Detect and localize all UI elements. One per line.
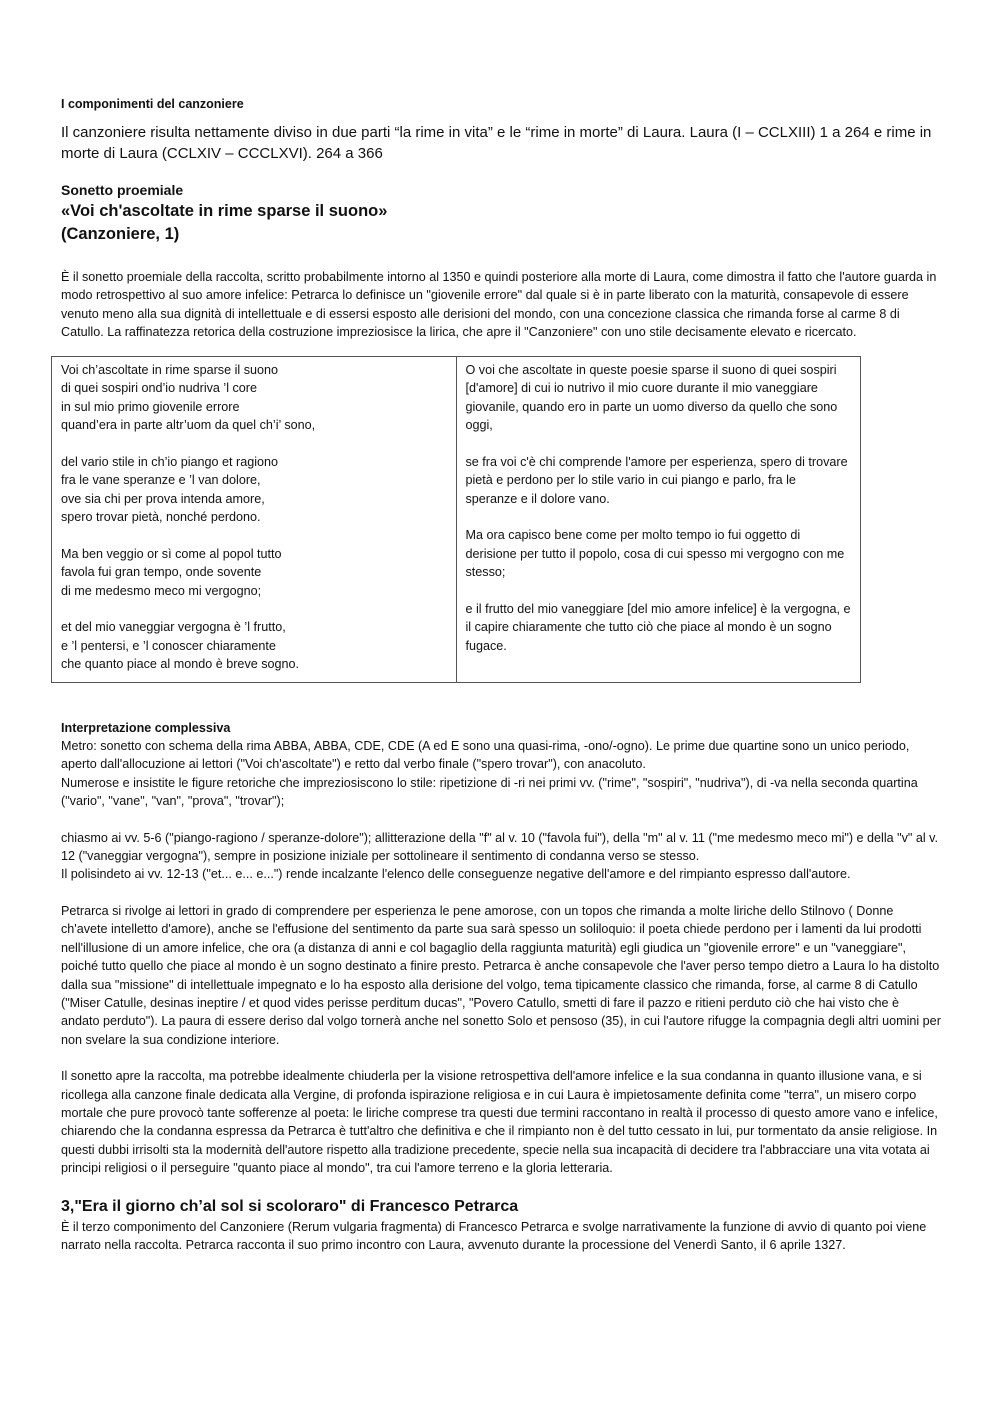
interpretation-heading: Interpretazione complessiva bbox=[61, 720, 231, 735]
verse-line: di me medesmo meco mi vergogno; bbox=[61, 583, 262, 598]
poem-table bbox=[51, 356, 861, 683]
verse-line: in sul mio primo giovenile errore bbox=[61, 399, 240, 414]
intro-paragraph: Il canzoniere risulta nettamente diviso in due parti “la rime in vita” e le “rime in morte” di Laura. Laura (I – CCLXIII) 1 a 264 e rime in morte di Laura (CCLXIV – CCCLXVI). 264 a 366 bbox=[61, 124, 932, 162]
sonnet-label: Sonetto proemiale bbox=[61, 182, 184, 198]
poem-original-column bbox=[52, 356, 457, 682]
stanza bbox=[61, 545, 447, 601]
verse-line: favola fui gran tempo, onde sovente bbox=[61, 565, 262, 580]
interpretation-chiasmo: chiasmo ai vv. 5-6 ("piango-ragiono / speranze-dolore"); allitterazione della "f" al v. 10 ("favola fui"), della "m" al v. 11 ("me medesmo meco mi") e della "v" al v. 12 ("vaneggiar vergogna"), sempre in posizione iniziale per sottolineare il sentimento di condanna verso se stesso. bbox=[61, 830, 939, 864]
stanza bbox=[61, 361, 447, 435]
verse-line: che quanto piace al mondo è breve sogno. bbox=[61, 657, 300, 672]
stanza bbox=[61, 453, 447, 527]
sonnet-title: «Voi ch'ascoltate in rime sparse il suono» bbox=[61, 202, 388, 220]
poem-paraphrase-column bbox=[456, 356, 861, 682]
section3-text: È il terzo componimento del Canzoniere (Rerum vulgaria fragmenta) di Francesco Petrarca e svolge narrativamente la funzione di avvio di quanto poi viene narrato nella raccolta. Petrarca racconta il suo primo incontro con Laura, avvenuto durante la processione del Venerdì Santo, il 6 aprile 1327. bbox=[61, 1219, 927, 1252]
interpretation-conclusion: Il sonetto apre la raccolta, ma potrebbe idealmente chiuderla per la visione retrospettiva dell'amore infelice e la sua condanna in quanto illusione vana, e si ricollega alla canzone finale dedicata alla Vergine, di profonda ispirazione religiosa e in cui Laura è impietosamente definita come "terra", un misero corpo mortale che pure provocò tante sofferenze al poeta: le liriche comprese tra questi due termini raccontano in realtà il processo di questo amore vano e infelice, chiarendo che la condanna espressa da Petrarca è tutt'altro che definitiva e che il rimpianto non è del tutto cessato in lui, pur tormentato da ansie religiose. In questi dubbi irrisolti sta la modernità dell'autore rispetto alla tradizione precedente, specie nella sua incapacità di decidere tra l'abbracciare una vita votata ai principi religiosi o il perseguire "quanto piace al mondo", tra cui l'amore terreno e la gloria letteraria. bbox=[61, 1069, 938, 1176]
paraphrase-paragraph: se fra voi c'è chi comprende l'amore per esperienza, spero di trovare pietà e perdono per lo stile vario in cui piango e parlo, fra le speranze e il dolore vano. bbox=[465, 454, 848, 506]
stanza bbox=[61, 618, 447, 674]
interpretation-metro: Metro: sonetto con schema della rima ABBA, ABBA, CDE, CDE (A ed E sono una quasi-rima, -ono/-ogno). Le prime due quartine sono un unico periodo, aperto dall'allocuzione ai lettori ("Voi ch'ascoltate") e retto dal verbo finale ("spero trovar"), con anacoluto. bbox=[61, 739, 910, 772]
verse-line: ove sia chi per prova intenda amore, bbox=[61, 491, 265, 506]
verse-line: Voi ch’ascoltate in rime sparse il suono bbox=[61, 362, 279, 377]
verse-line: quand’era in parte altr’uom da quel ch’i’ sono, bbox=[61, 418, 316, 433]
verse-line: et del mio vaneggiar vergogna è ’l frutto, bbox=[61, 620, 286, 635]
verse-line: fra le vane speranze e ’l van dolore, bbox=[61, 473, 261, 488]
section3-title: 3,"Era il giorno ch’al sol si scoloraro" di Francesco Petrarca bbox=[61, 1197, 519, 1215]
paraphrase-paragraph: Ma ora capisco bene come per molto tempo io fui oggetto di derisione per tutto il popolo, cosa di cui spesso mi vergogno con me stesso; bbox=[465, 528, 845, 580]
verse-line: di quei sospiri ond’io nudriva ’l core bbox=[61, 381, 258, 396]
interpretation-readers: Petrarca si rivolge ai lettori in grado di comprendere per esperienza le pene amorose, con un topos che rimanda a molte liriche dello Stilnovo ( Donne ch'avete intelletto d'amore), anche se l'effusione del sentimento da parte sua sarà spesso un soliloquio: il poeta chiede perdono per i lamenti da lui prodotti nell'illusione di un amore infelice, che ora (a distanza di anni e col bagaglio della raggiunta maturità) egli giudica un "giovenile errore" e un "vaneggiare", poiché tutto quello che piace al mondo è un sogno destinato a finire presto. Petrarca è anche consapevole che l'aver perso tempo dietro a Laura lo ha distolto dalla sua "missione" di intellettuale impegnato e lo ha esposto alla derisione del volgo, tema tipicamente classico che rimanda, forse, al carme 8 di Catullo ("Miser Catulle, desinas ineptire / et quod vides perisse perditum ducas", "Povero Catullo, smetti di fare il pazzo e ritieni perduto ciò che hai visto che è andato perduto"). La paura di essere deriso dal volgo tornerà anche nel sonetto Solo et pensoso (35), in cui l'autore rifugge la compagnia degli altri uomini per non svelare la sua condizione interiore. bbox=[61, 903, 941, 1047]
interpretation-polisindeto: Il polisindeto ai vv. 12-13 ("et... e... e...") rende incalzante l'elenco delle conseguenze negative dell'amore e del rimpianto espresso dall'autore. bbox=[61, 867, 851, 882]
paraphrase-paragraph: e il frutto del mio vaneggiare [del mio amore infelice] è la vergogna, e il capire chiaramente che tutto ciò che piace al mondo è un sogno fugace. bbox=[465, 601, 851, 653]
interpretation-figures: Numerose e insistite le figure retoriche che impreziosiscono lo stile: ripetizione di -ri nei primi vv. ("rime", "sospiri", "nudriva"), di -va nella seconda quartina ("vario", "vane", "van", "prova", "trovar"); bbox=[61, 775, 918, 809]
verse-line: del vario stile in ch’io piango et ragiono bbox=[61, 454, 279, 469]
verse-line: Ma ben veggio or sì come al popol tutto bbox=[61, 546, 282, 561]
document-page bbox=[61, 96, 941, 1254]
verse-line: spero trovar pietà, nonché perdono. bbox=[61, 510, 261, 525]
heading-components: I componimenti del canzoniere bbox=[61, 97, 244, 111]
paraphrase-paragraph: O voi che ascoltate in queste poesie sparse il suono di quei sospiri [d'amore] di cui io nutrivo il mio cuore durante il mio vaneggiare giovanile, quando ero in parte un uomo diverso da quello che sono oggi, bbox=[465, 362, 838, 433]
sonnet-reference: (Canzoniere, 1) bbox=[61, 225, 180, 243]
verse-line: e ’l pentersi, e ’l conoscer chiaramente bbox=[61, 638, 276, 653]
sonnet-description: È il sonetto proemiale della raccolta, scritto probabilmente intorno al 1350 e quindi posteriore alla morte di Laura, come dimostra il fatto che l'autore guarda in modo retrospettivo al suo amore infelice: Petrarca lo definisce un "giovenile errore" dal quale si è in parte liberato con la maturità, consapevole di essere venuto meno alla sua dignità di intellettuale e di essersi esposto alle derisioni del mondo, con una concezione classica che rimanda forse al carme 8 di Catullo. La raffinatezza retorica della costruzione impreziosisce la lirica, che apre il "Canzoniere" con uno stile decisamente elevato e ricercato. bbox=[61, 270, 937, 340]
